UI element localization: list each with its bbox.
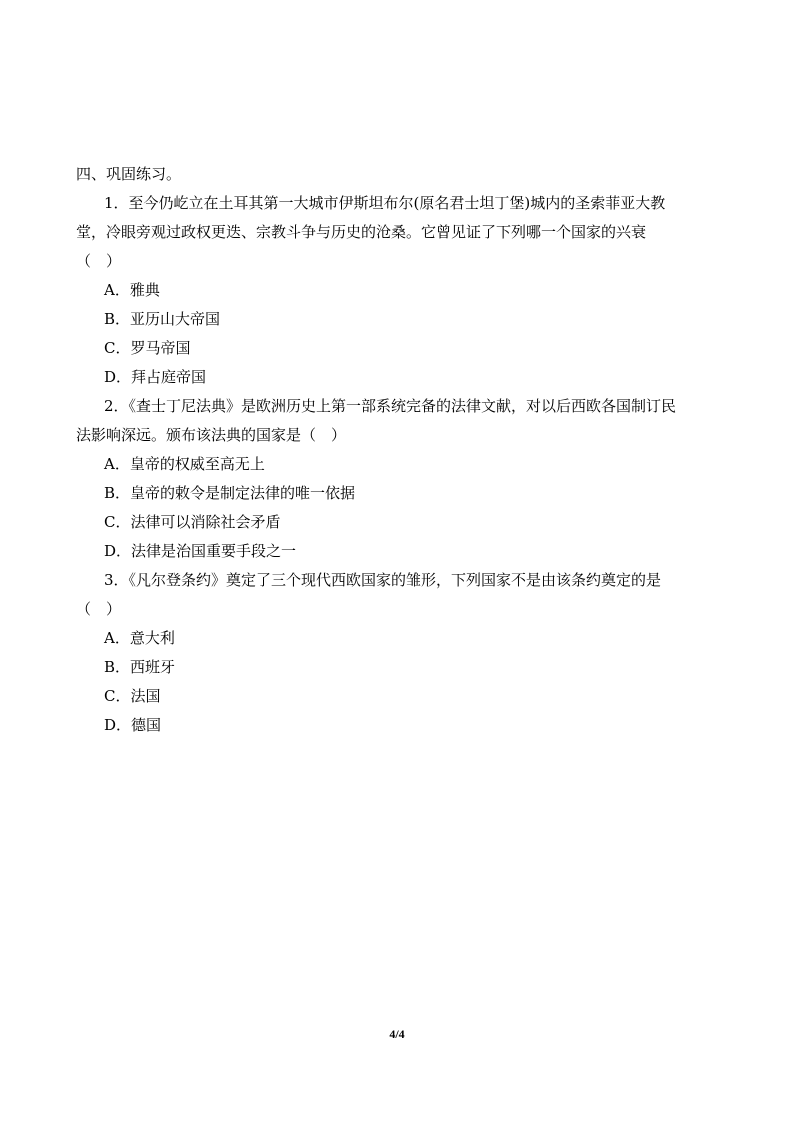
question-1 <box>76 189 718 392</box>
option-c: C．罗马帝国 <box>104 339 191 357</box>
question-text-line: 2．《查士丁尼法典》是欧洲历史上第一部系统完备的法律文献，对以后西欧各国制订民 <box>104 397 677 415</box>
option-d: D．德国 <box>104 716 162 734</box>
answer-bracket: （ ） <box>76 252 122 270</box>
question-text-line: 堂，冷眼旁观过政权更迭、宗教斗争与历史的沧桑。它曾见证了下列哪一个国家的兴衰 <box>76 223 647 241</box>
option-a: A．意大利 <box>104 629 175 647</box>
question-text-line: 3．《凡尔登条约》奠定了三个现代西欧国家的雏形，下列国家不是由该条约奠定的是 <box>104 571 662 589</box>
option-b: B．西班牙 <box>104 658 176 676</box>
section-heading: 四、巩固练习。 <box>76 165 182 183</box>
question-2 <box>76 392 718 566</box>
option-c: C．法国 <box>104 687 161 705</box>
option-b: B．皇帝的敕令是制定法律的唯一依据 <box>104 484 356 502</box>
question-text-line: 1．至今仍屹立在土耳其第一大城市伊斯坦布尔(原名君士坦丁堡)城内的圣索菲亚大教 <box>104 194 666 212</box>
option-d: D．拜占庭帝国 <box>104 368 207 386</box>
option-d: D．法律是治国重要手段之一 <box>104 542 297 560</box>
option-b: B．亚历山大帝国 <box>104 310 221 328</box>
question-3 <box>76 566 718 740</box>
answer-bracket: （ ） <box>76 600 122 618</box>
option-c: C．法律可以消除社会矛盾 <box>104 513 281 531</box>
question-text-line: 法影响深远。颁布该法典的国家是（ ） <box>76 426 347 444</box>
exercise-section <box>76 160 718 740</box>
option-a: A．雅典 <box>104 281 160 299</box>
page-number: 4/4 <box>389 1027 405 1041</box>
option-a: A．皇帝的权威至高无上 <box>104 455 265 473</box>
